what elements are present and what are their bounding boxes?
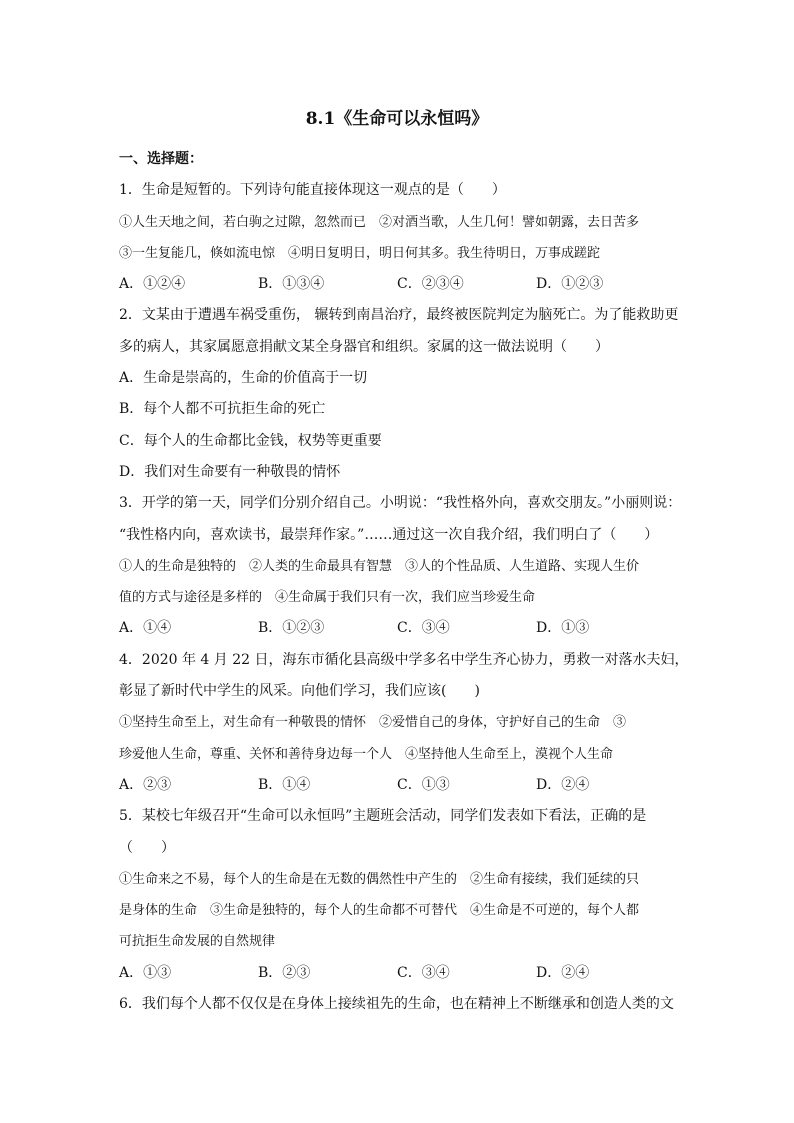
question-5-options <box>119 958 685 989</box>
option-a: A．①②④ <box>119 276 186 293</box>
question-4-stem: 4．2020 年 4 月 22 日，海东市循化县高级中学多名中学生齐心协力，勇救一对落水夫妇， <box>119 651 689 668</box>
option-c: C．③④ <box>397 620 450 637</box>
question-5-statement-line: 是身体的生命 ③生命是独特的，每个人的生命都不可替代 ④生命是不可逆的，每个人都 <box>119 903 640 919</box>
option-d: D．②④ <box>536 964 590 981</box>
option-a: A．①④ <box>119 620 172 637</box>
page-title: 8.1《生命可以永恒吗》 <box>305 109 489 129</box>
question-4-statement-line: ①坚持生命至上，对生命有一种敬畏的情怀 ②爱惜自己的身体，守护好自己的生命 ③ <box>119 715 627 731</box>
question-1-stem: 1．生命是短暂的。下列诗句能直接体现这一观点的是（ ） <box>119 182 506 199</box>
question-3-stem: 3．开学的第一天，同学们分别介绍自己。小明说：“我性格外向，喜欢交朋友。”小丽则说： <box>119 495 682 512</box>
question-3-statement-line: 值的方式与途径是多样的 ④生命属于我们只有一次，我们应当珍爱生命 <box>119 590 536 606</box>
question-3-statement-line: ①人的生命是独特的 ②人类的生命最具有智慧 ③人的个性品质、人生道路、实现人生价 <box>119 558 640 574</box>
option-d: D．①②③ <box>536 276 604 293</box>
question-4-statement-line: 珍爱他人生命，尊重、关怀和善待身边每一个人 ④坚持他人生命至上，漠视个人生命 <box>119 746 614 762</box>
option-c: C．①③ <box>397 776 450 793</box>
option-c: C．③④ <box>397 964 450 981</box>
question-5-statement-line: 可抗拒生命发展的自然规律 <box>119 934 276 950</box>
question-4-stem: 彰显了新时代中学生的风采。向他们学习，我们应该( ) <box>119 683 480 700</box>
question-1-options <box>119 269 685 300</box>
question-2-stem: 多的病人，其家属愿意捐献文某全身器官和组织。家属的这一做法说明（ ） <box>119 338 609 355</box>
question-1-statement-line: ①人生天地之间，若白驹之过隙，忽然而已 ②对酒当歌，人生几何！譬如朝露，去日苦多 <box>119 214 640 230</box>
option-b: B．②③ <box>258 964 311 981</box>
option-d: D．①③ <box>536 620 590 637</box>
question-3-stem: “我性格内向，喜欢读书，最崇拜作家。”……通过这一次自我介绍，我们明白了（ ） <box>119 526 659 543</box>
question-1-statement-line: ③一生复能几，倏如流电惊 ④明日复明日，明日何其多。我生待明日，万事成蹉跎 <box>119 245 601 261</box>
option-d: D．我们对生命要有一种敬畏的情怀 <box>119 463 341 480</box>
question-5-statement-line: ①生命来之不易，每个人的生命是在无数的偶然性中产生的 ②生命有接续，我们延续的只 <box>119 871 640 887</box>
question-3-options <box>119 613 685 644</box>
question-5-stem: （ ） <box>119 839 175 856</box>
option-a: A．生命是崇高的，生命的价值高于一切 <box>119 370 368 387</box>
option-c: C．②③④ <box>397 276 464 293</box>
question-4-options <box>119 770 685 801</box>
option-a: A．①③ <box>119 964 172 981</box>
question-6-stem: 6．我们每个人都不仅仅是在身体上接续祖先的生命，也在精神上不断继承和创造人类的文 <box>119 996 674 1013</box>
option-b: B．①②③ <box>258 620 325 637</box>
option-a: A．②③ <box>119 776 172 793</box>
section-heading: 一、选择题： <box>119 151 203 167</box>
option-c: C．每个人的生命都比金钱，权势等更重要 <box>119 432 382 449</box>
option-b: B．①③④ <box>258 276 325 293</box>
option-b: B．①④ <box>258 776 311 793</box>
option-d: D．②④ <box>536 776 590 793</box>
question-5-stem: 5．某校七年级召开“生命可以永恒吗”主题班会活动，同学们发表如下看法，正确的是 <box>119 808 647 825</box>
option-b: B．每个人都不可抗拒生命的死亡 <box>119 401 326 418</box>
question-2-stem: 2．文某由于遭遇车祸受重伤， 辗转到南昌治疗，最终被医院判定为脑死亡。为了能救助更 <box>119 307 679 324</box>
question-list <box>119 144 689 1020</box>
